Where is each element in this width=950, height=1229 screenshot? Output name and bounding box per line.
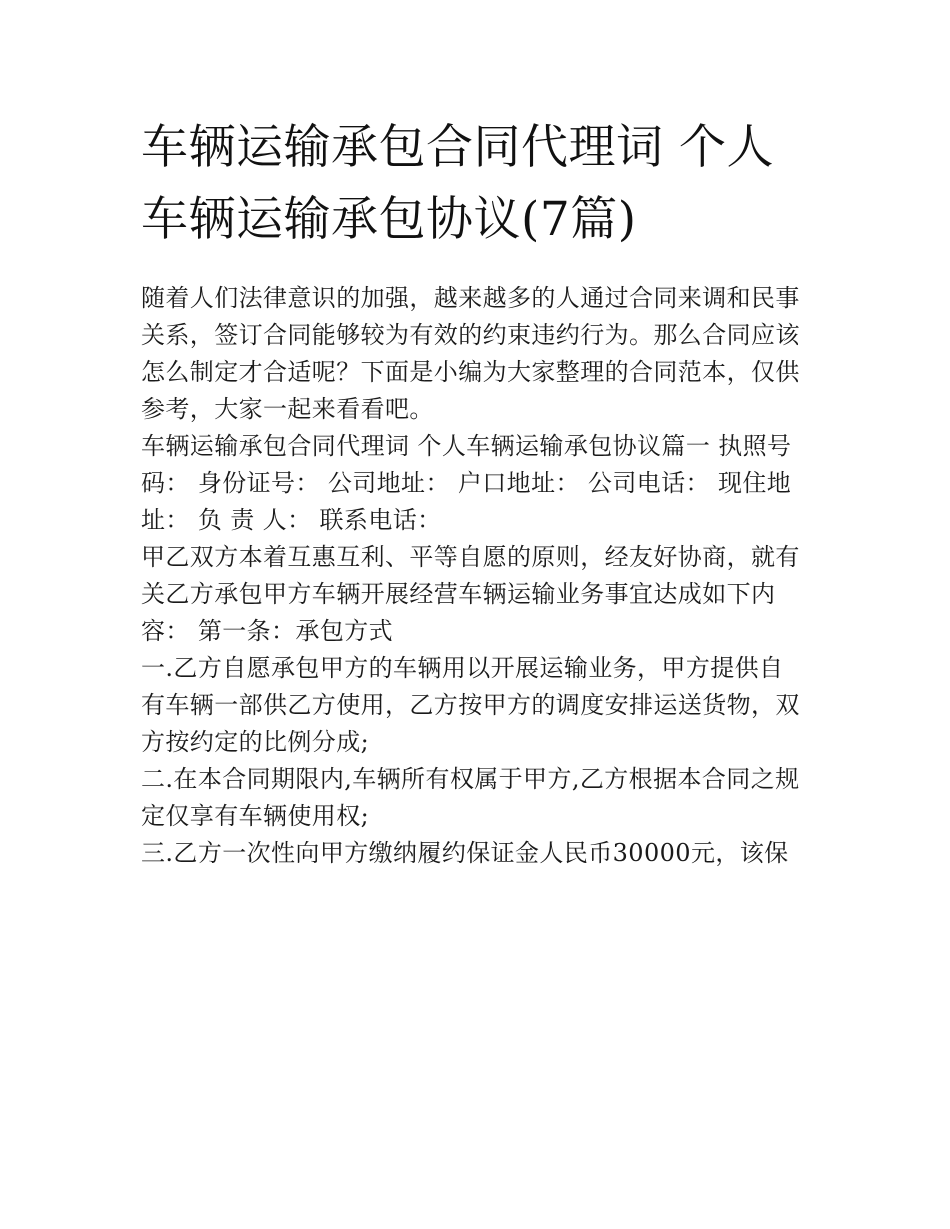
text-line: 车辆运输承包合同代理词 个人车辆运输承包协议篇一 执照号 xyxy=(141,432,792,460)
agreement-paragraph xyxy=(141,539,821,650)
text-line: 定仅享有车辆使用权; xyxy=(141,802,370,830)
text-line: 一.乙方自愿承包甲方的车辆用以开展运输业务，甲方提供自 xyxy=(141,654,784,682)
text-line: 关系，签订合同能够较为有效的约束违约行为。那么合同应该 xyxy=(141,321,800,349)
contract-header-paragraph xyxy=(141,428,821,539)
title-line-1: 车辆运输承包合同代理词 个人 xyxy=(141,120,774,175)
text-line: 参考，大家一起来看看吧。 xyxy=(141,395,434,423)
intro-paragraph xyxy=(141,280,821,428)
text-line: 方按约定的比例分成; xyxy=(141,728,370,756)
document-body xyxy=(141,280,821,872)
title-line-2: 车辆运输承包协议(7篇) xyxy=(141,192,637,247)
document-title xyxy=(141,112,831,256)
text-line: 容： 第一条：承包方式 xyxy=(141,617,394,645)
text-line: 随着人们法律意识的加强，越来越多的人通过合同来调和民事 xyxy=(141,284,800,312)
text-line: 二.在本合同期限内,车辆所有权属于甲方,乙方根据本合同之规 xyxy=(141,765,800,793)
text-line: 关乙方承包甲方车辆开展经营车辆运输业务事宜达成如下内 xyxy=(141,580,776,608)
text-line: 怎么制定才合适呢？下面是小编为大家整理的合同范本，仅供 xyxy=(141,358,800,386)
clause-3-paragraph xyxy=(141,835,821,872)
text-line: 址： 负 责 人： 联系电话： xyxy=(141,506,442,534)
text-line: 有车辆一部供乙方使用，乙方按甲方的调度安排运送货物，双 xyxy=(141,691,800,719)
clause-1-paragraph xyxy=(141,650,821,761)
text-line: 甲乙双方本着互惠互利、平等自愿的原则，经友好协商，就有 xyxy=(141,543,800,571)
text-line: 码： 身份证号： 公司地址： 户口地址： 公司电话： 现住地 xyxy=(141,469,792,497)
text-line: 三.乙方一次性向甲方缴纳履约保证金人民币30000元，该保 xyxy=(141,839,789,867)
clause-2-paragraph xyxy=(141,761,821,835)
